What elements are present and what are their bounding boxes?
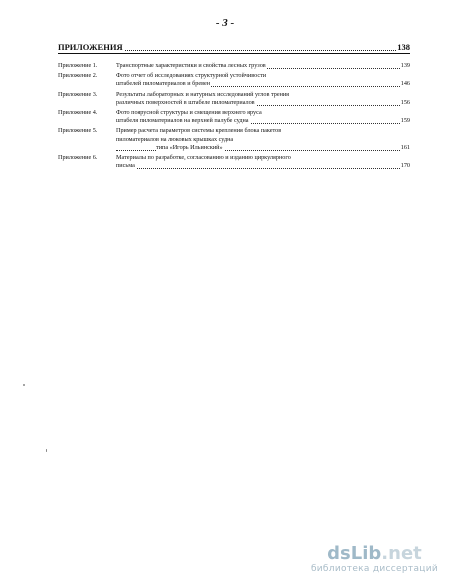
toc-entry-page: 156 bbox=[400, 98, 410, 106]
watermark-subtitle: библиотека диссертаций bbox=[310, 564, 438, 574]
toc-entry-page: 139 bbox=[400, 62, 410, 69]
toc-entry bbox=[58, 109, 410, 125]
toc-entry bbox=[58, 72, 410, 88]
toc-entry-label: Приложение 3. bbox=[58, 90, 98, 98]
toc-entry-title-line: Результаты лабораторных и натурных исследований углов трения bbox=[116, 90, 290, 98]
toc-main-label: ПРИЛОЖЕНИЯ bbox=[58, 42, 123, 52]
toc-entry-page: 159 bbox=[400, 117, 410, 125]
scan-speck bbox=[46, 449, 47, 452]
toc-entry-page: 170 bbox=[400, 162, 410, 170]
toc-main-entry bbox=[58, 42, 410, 56]
toc-entry bbox=[58, 127, 410, 152]
toc-entry-label: Приложение 5. bbox=[58, 127, 98, 135]
toc-entry-title-line: Фото отчет об исследованиях структурной устойчивости bbox=[116, 72, 267, 80]
toc-entry bbox=[58, 62, 410, 70]
toc-entry-title-line: типа «Игорь Ильинский» bbox=[156, 143, 223, 151]
scan-speck bbox=[23, 384, 25, 386]
toc-entry-title-line: штабеля пиломатериалов на верхней палубе судна bbox=[116, 117, 249, 125]
toc-entry-label: Приложение 6. bbox=[58, 153, 98, 161]
toc-entry-label: Приложение 4. bbox=[58, 108, 98, 116]
toc-entry-title-line: письма bbox=[116, 162, 135, 170]
toc-entry bbox=[58, 154, 410, 170]
toc-entry-title-line: штабелей пиломатериалов и бревен bbox=[116, 80, 211, 88]
toc-main-page: 138 bbox=[397, 42, 410, 52]
table-of-contents bbox=[58, 42, 410, 170]
watermark-logo: dsLib.net bbox=[327, 543, 422, 564]
toc-entry-title-line: Фото поярусной структуры и смещения верхнего яруса bbox=[116, 108, 262, 116]
toc-entry-title-line: Пример расчета параметров системы крепления блока пакетов bbox=[116, 127, 282, 135]
toc-entry-title-line: Транспортные характеристики и свойства лесных грузов bbox=[116, 62, 266, 69]
page-number: - 3 - bbox=[215, 17, 235, 29]
toc-entry bbox=[58, 91, 410, 107]
toc-entry-label: Приложение 2. bbox=[58, 72, 98, 80]
toc-entry-title-line: различных поверхностей в штабеле пиломатериалов bbox=[116, 98, 255, 106]
toc-entry-title-line: Материалы по разработке, согласованию и изданию циркулярного bbox=[116, 153, 291, 161]
toc-entry-label: Приложение 1. bbox=[58, 62, 98, 69]
toc-entry-page: 146 bbox=[400, 80, 410, 88]
toc-entries bbox=[58, 62, 410, 170]
toc-entry-page: 161 bbox=[400, 143, 410, 151]
toc-entry-title-line: пиломатериалов на люковых крышках судна bbox=[116, 135, 234, 143]
toc-underline bbox=[58, 53, 410, 54]
dslib-watermark bbox=[311, 545, 438, 574]
